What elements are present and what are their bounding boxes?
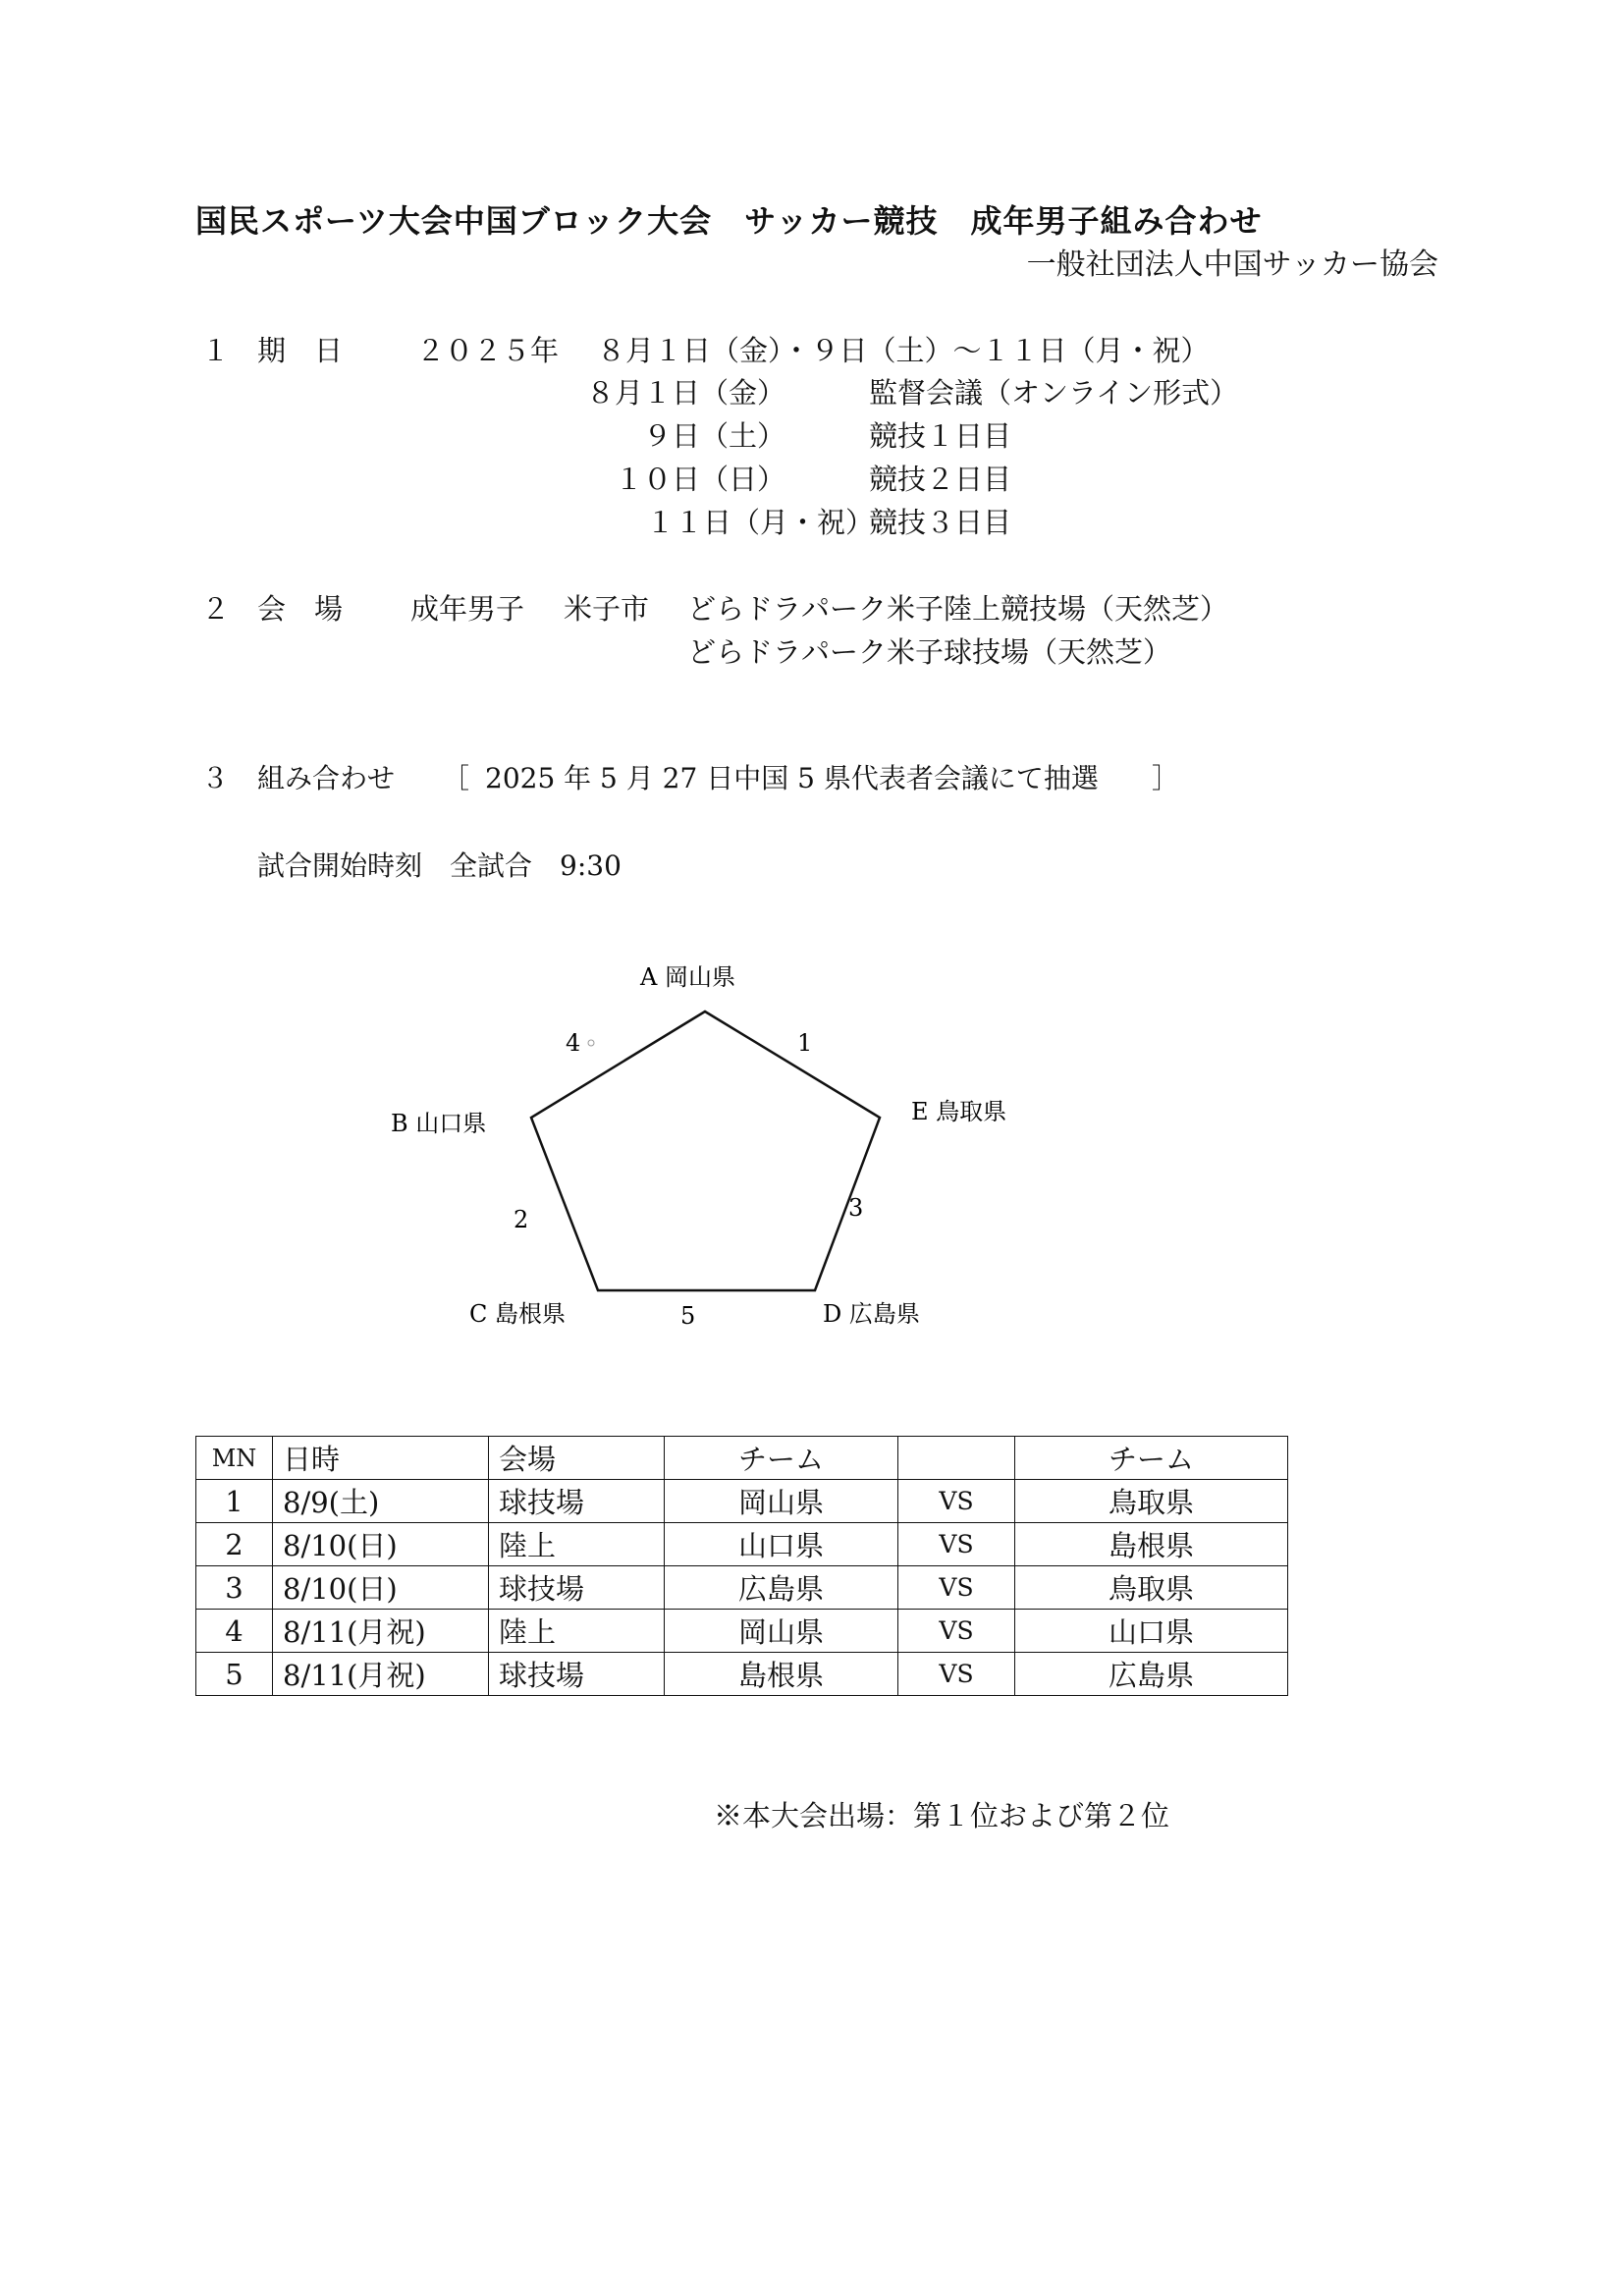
header-vs [898, 1437, 1015, 1480]
section-label: 期 日 [257, 334, 344, 367]
match-label-1: 1 [797, 1029, 813, 1057]
section-number: ２ [201, 592, 231, 626]
team-node-d: D 広島県 [823, 1300, 920, 1328]
kickoff-time: 試合開始時刻 全試合 9:30 [257, 849, 622, 882]
team-away: 島根県 [1015, 1523, 1288, 1566]
team-node-e: E 鳥取県 [911, 1098, 1007, 1125]
match-venue: 球技場 [489, 1566, 665, 1610]
marker-dot [588, 1040, 594, 1046]
event-year: ２０２５年 [416, 334, 560, 367]
match-date: 8/10(日) [273, 1523, 489, 1566]
vs-label: VS [898, 1653, 1015, 1696]
header-team-away: チーム [1015, 1437, 1288, 1480]
match-label-5: 5 [680, 1302, 696, 1330]
team-node-b: B 山口県 [391, 1110, 487, 1137]
match-venue: 陸上 [489, 1610, 665, 1653]
team-home: 岡山県 [665, 1480, 898, 1523]
match-number: 2 [196, 1523, 273, 1566]
match-venue: 球技場 [489, 1480, 665, 1523]
match-table [195, 1436, 1288, 1696]
schedule-event: 監督会議（オンライン形式） [869, 376, 1239, 410]
team-away: 広島県 [1015, 1653, 1288, 1696]
team-node-c: C 島根県 [469, 1300, 566, 1328]
table-row [196, 1566, 1288, 1610]
match-number: 5 [196, 1653, 273, 1696]
schedule-event: 競技１日目 [869, 419, 1012, 453]
match-number: 1 [196, 1480, 273, 1523]
team-home: 広島県 [665, 1566, 898, 1610]
footnote: ※本大会出場：第１位および第２位 [714, 1799, 1170, 1832]
league-pentagon [531, 1011, 880, 1290]
team-home: 岡山県 [665, 1610, 898, 1653]
team-away: 山口県 [1015, 1610, 1288, 1653]
venue-category: 成年男子 [410, 592, 525, 626]
match-number: 4 [196, 1610, 273, 1653]
table-row [196, 1610, 1288, 1653]
section-number: ３ [201, 762, 230, 794]
schedule-date: ９日（土） [642, 419, 785, 453]
section-number: １ [201, 334, 231, 367]
table-row [196, 1523, 1288, 1566]
organizer: 一般社団法人中国サッカー協会 [1026, 247, 1438, 282]
schedule-event: 競技３日目 [869, 506, 1012, 539]
header-datetime: 日時 [273, 1437, 489, 1480]
vs-label: VS [898, 1523, 1015, 1566]
table-row [196, 1653, 1288, 1696]
schedule-event: 競技２日目 [869, 463, 1012, 496]
header-mn: MN [196, 1437, 273, 1480]
schedule-date: １１日（月・祝） [645, 506, 874, 539]
vs-label: VS [898, 1566, 1015, 1610]
page-title: 国民スポーツ大会中国ブロック大会 サッカー競技 成年男子組み合わせ [195, 202, 1263, 240]
event-date-range: ８月１日（金）・９日（土）〜１１日（月・祝） [597, 334, 1210, 367]
section-label: 組み合わせ [257, 762, 396, 794]
match-date: 8/11(月祝) [273, 1653, 489, 1696]
vs-label: VS [898, 1610, 1015, 1653]
schedule-date: １０日（日） [614, 463, 785, 496]
match-label-3: 3 [848, 1194, 864, 1222]
header-team-home: チーム [665, 1437, 898, 1480]
match-label-2: 2 [514, 1206, 529, 1233]
team-away: 鳥取県 [1015, 1480, 1288, 1523]
schedule-date: ８月１日（金） [585, 376, 785, 410]
match-label-4: 4 [566, 1029, 581, 1057]
bracket-open: ［ [442, 762, 470, 794]
team-home: 島根県 [665, 1653, 898, 1696]
match-venue: 球技場 [489, 1653, 665, 1696]
venue-city: 米子市 [564, 592, 650, 626]
draw-note: 2025 年 5 月 27 日中国 5 県代表者会議にて抽選 [485, 762, 1099, 794]
venue-field: どらドラパーク米子球技場（天然芝） [687, 635, 1172, 669]
match-date: 8/10(日) [273, 1566, 489, 1610]
table-header-row [196, 1437, 1288, 1480]
match-date: 8/9(土) [273, 1480, 489, 1523]
table-row [196, 1480, 1288, 1523]
venue-stadium: どらドラパーク米子陸上競技場（天然芝） [687, 592, 1229, 626]
header-venue: 会場 [489, 1437, 665, 1480]
section-label: 会 場 [257, 592, 344, 626]
match-date: 8/11(月祝) [273, 1610, 489, 1653]
bracket-close: ］ [1152, 762, 1180, 794]
team-node-a: A 岡山県 [640, 963, 735, 991]
vs-label: VS [898, 1480, 1015, 1523]
team-home: 山口県 [665, 1523, 898, 1566]
match-number: 3 [196, 1566, 273, 1610]
team-away: 鳥取県 [1015, 1566, 1288, 1610]
match-venue: 陸上 [489, 1523, 665, 1566]
